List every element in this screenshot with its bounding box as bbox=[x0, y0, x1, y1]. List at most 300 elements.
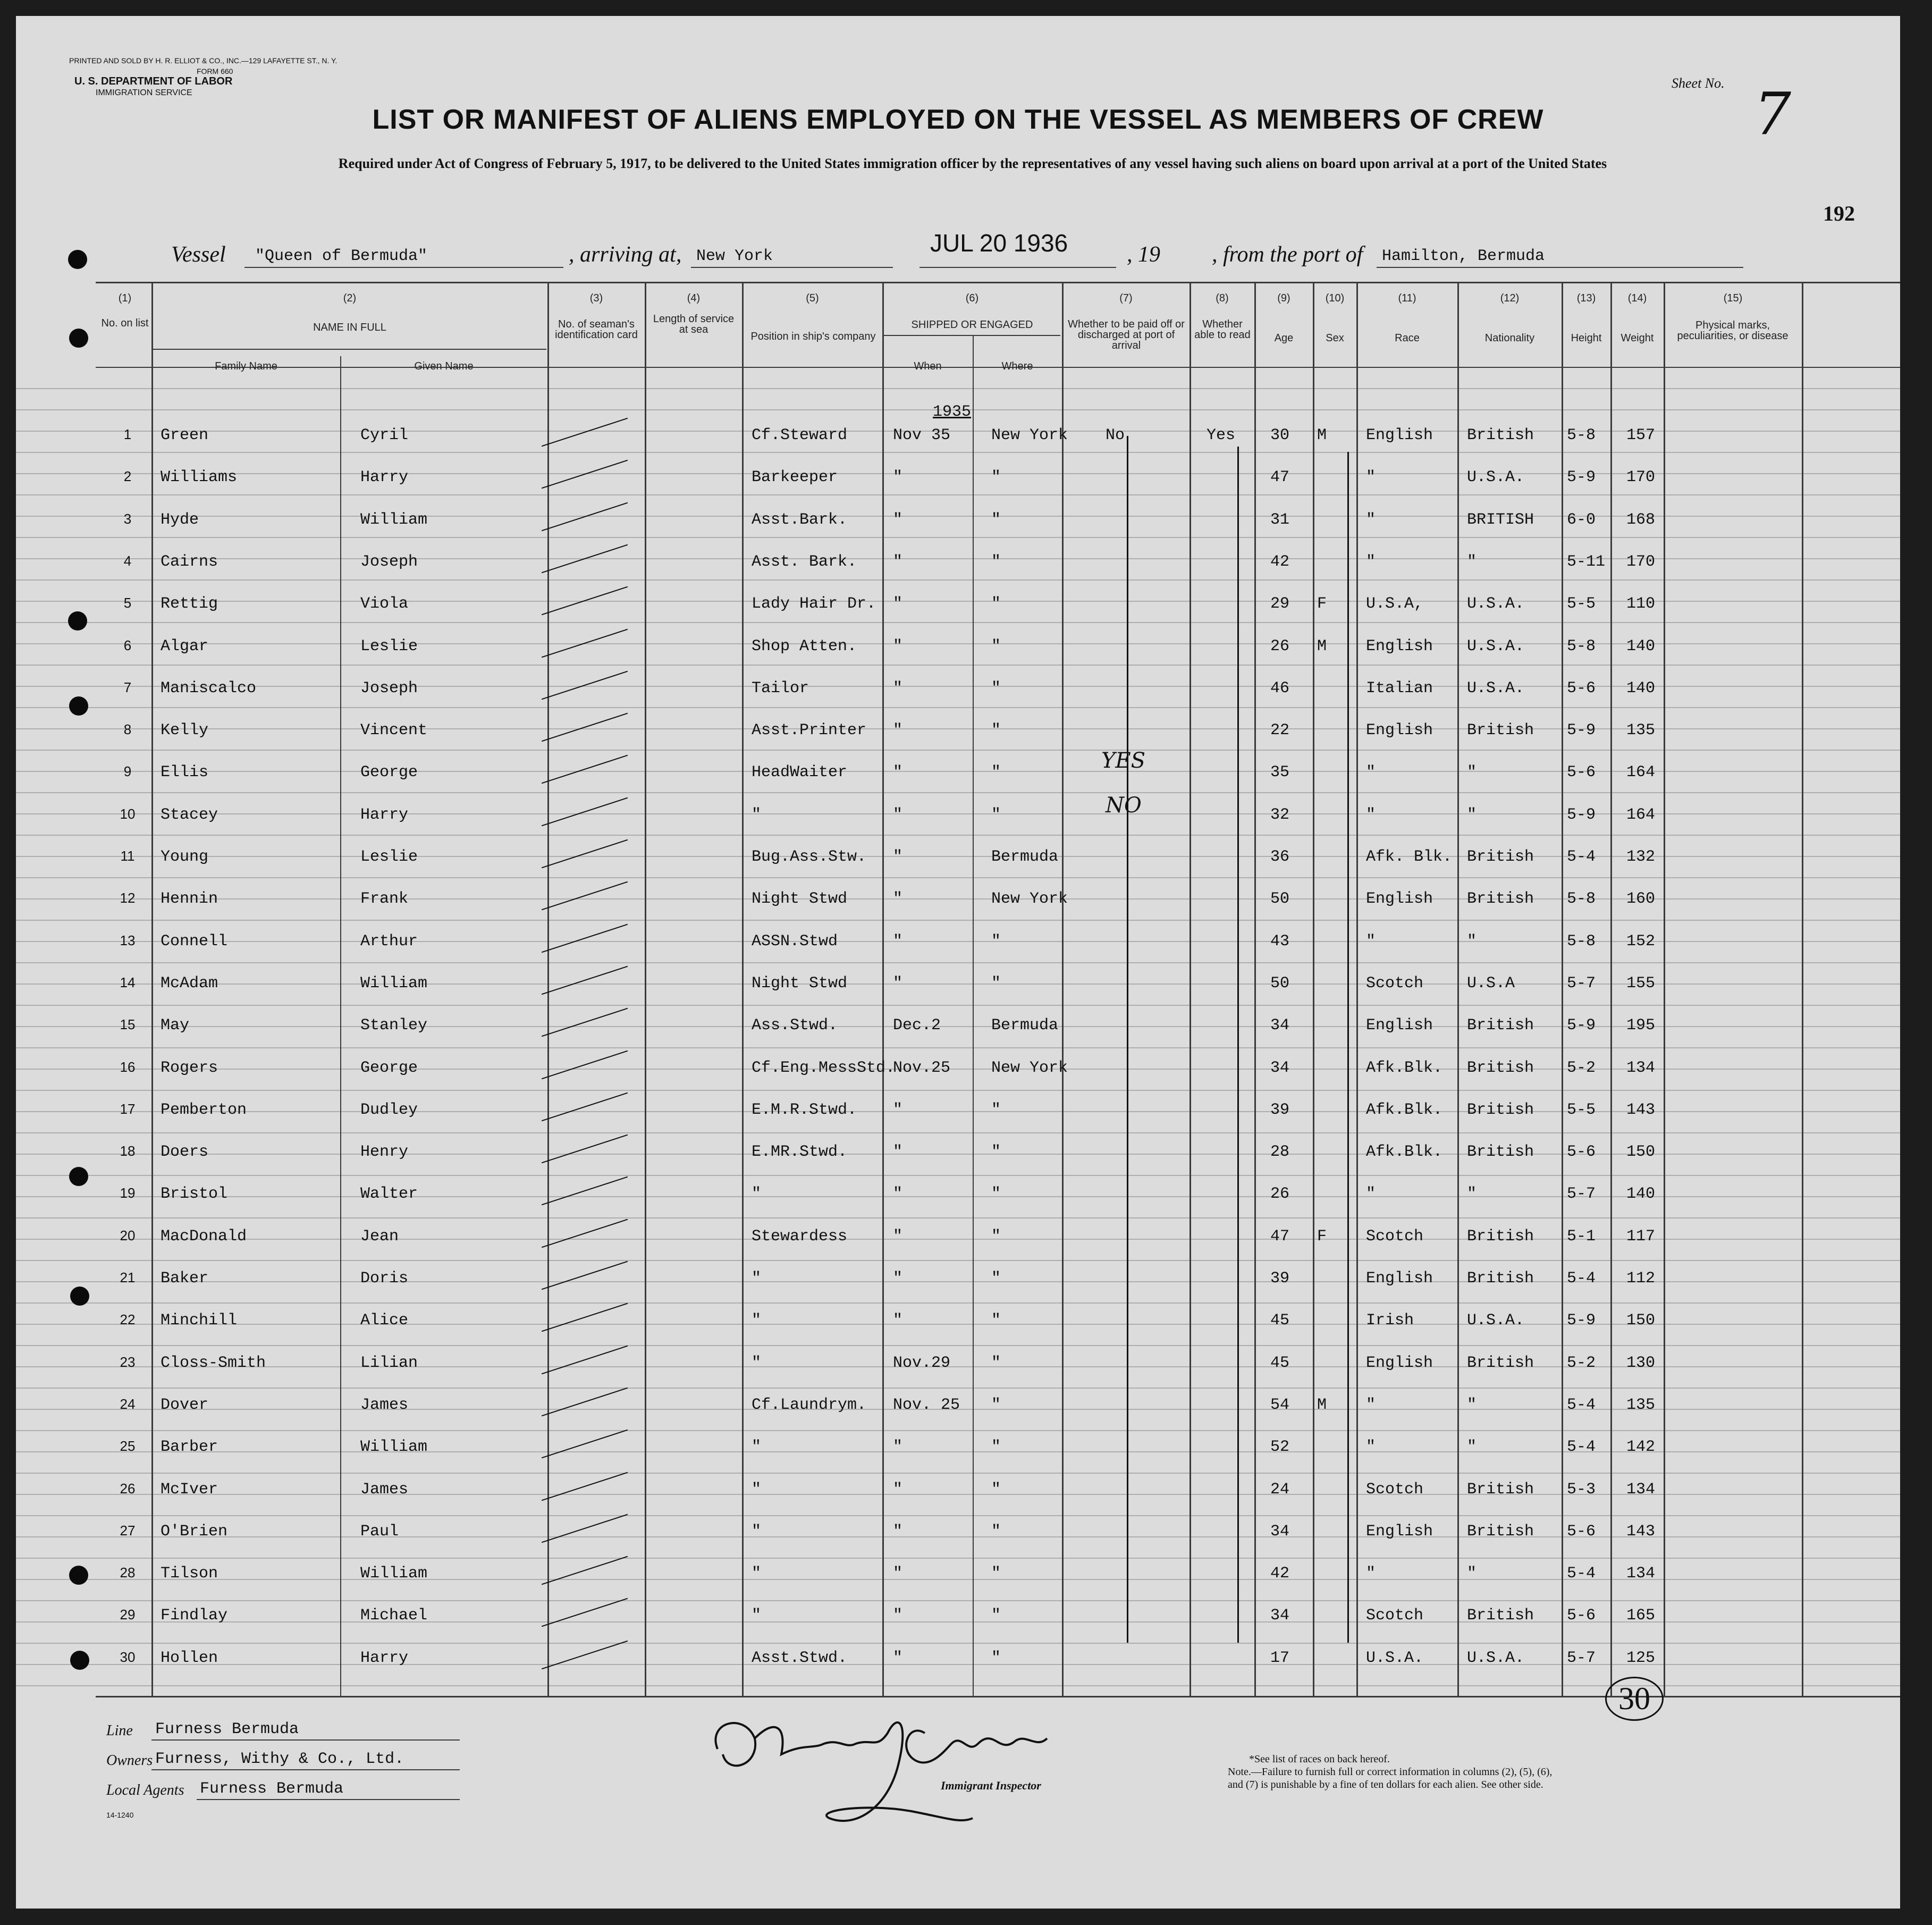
ruled-line bbox=[16, 941, 1900, 942]
cell-height: 6-0 bbox=[1567, 511, 1596, 529]
cell-family-name: Hennin bbox=[161, 890, 218, 908]
cell-weight: 170 bbox=[1626, 553, 1656, 571]
cell-race: " bbox=[1366, 1185, 1376, 1203]
cell-nationality: " bbox=[1467, 1396, 1477, 1414]
cell-height: 5-9 bbox=[1567, 1312, 1596, 1330]
year-annotation: 1935 bbox=[933, 403, 972, 421]
cell-shipped-when: Nov. 25 bbox=[893, 1396, 960, 1414]
cell-row-number: 11 bbox=[120, 848, 135, 864]
cell-height: 5-9 bbox=[1567, 1016, 1596, 1035]
ruled-line bbox=[16, 622, 1900, 623]
cell-family-name: Baker bbox=[161, 1270, 209, 1288]
cell-row-number: 9 bbox=[123, 763, 132, 779]
cell-height: 5-9 bbox=[1567, 806, 1596, 824]
cell-given-name: Vincent bbox=[360, 721, 428, 739]
cell-position: Asst.Bark. bbox=[752, 511, 848, 529]
cell-height: 5-9 bbox=[1567, 721, 1596, 739]
cell-given-name: Joseph bbox=[360, 553, 418, 571]
requirement-text: Required under Act of Congress of February 5, 1917, to be delivered to the United States immigration officer by the representatives of any vessel having such aliens on board upon arrival at a port of the United States bbox=[338, 156, 1607, 171]
col-given-name: Given Name bbox=[414, 360, 474, 372]
ruled-line bbox=[16, 1664, 1900, 1665]
cell-shipped-where: " bbox=[991, 1312, 1001, 1330]
col-shipped-where: Where bbox=[1001, 360, 1033, 372]
cell-race: " bbox=[1366, 932, 1376, 951]
service-label: IMMIGRATION SERVICE bbox=[96, 88, 192, 97]
cell-position: Cf.Eng.MessStd. bbox=[752, 1059, 896, 1077]
id-card-check-mark bbox=[542, 1556, 628, 1585]
cell-family-name: Rogers bbox=[161, 1059, 218, 1077]
cell-given-name: William bbox=[360, 511, 428, 529]
cell-position: HeadWaiter bbox=[752, 763, 848, 781]
punch-hole bbox=[68, 611, 87, 631]
cell-race: U.S.A. bbox=[1366, 1649, 1424, 1667]
id-card-check-mark bbox=[542, 1598, 628, 1627]
cell-height: 5-2 bbox=[1567, 1354, 1596, 1372]
cell-given-name: George bbox=[360, 1059, 418, 1077]
cell-shipped-where: " bbox=[991, 511, 1001, 529]
cell-family-name: Minchill bbox=[161, 1312, 238, 1330]
ruled-line bbox=[16, 1005, 1900, 1006]
cell-row-number: 15 bbox=[120, 1016, 136, 1032]
arrival-date-stamp: JUL 20 1936 bbox=[930, 229, 1068, 257]
cell-race: English bbox=[1366, 1354, 1433, 1372]
cell-age: 54 bbox=[1270, 1396, 1290, 1414]
penalty-note-2: and (7) is punishable by a fine of ten dollars for each alien. See other side. bbox=[1228, 1779, 1543, 1790]
ruled-line bbox=[16, 1217, 1900, 1218]
ruled-line bbox=[16, 1239, 1900, 1240]
col-weight-label: Weight bbox=[1621, 332, 1654, 344]
col-race-label: Race bbox=[1395, 332, 1420, 344]
cell-row-number: 14 bbox=[120, 974, 136, 990]
cell-family-name: Connell bbox=[161, 932, 228, 951]
cell-family-name: MacDonald bbox=[161, 1228, 247, 1246]
ruled-line bbox=[16, 1579, 1900, 1580]
cell-given-name: William bbox=[360, 974, 428, 993]
cell-row-number: 29 bbox=[120, 1607, 136, 1623]
cell-age: 39 bbox=[1270, 1270, 1290, 1288]
cell-height: 5-7 bbox=[1567, 974, 1596, 993]
ruled-line bbox=[16, 1132, 1900, 1133]
cell-height: 5-5 bbox=[1567, 595, 1596, 613]
cell-nationality: British bbox=[1467, 1354, 1534, 1372]
cell-shipped-where: " bbox=[991, 1607, 1001, 1625]
ruled-line bbox=[16, 494, 1900, 495]
id-card-check-mark bbox=[542, 1134, 628, 1163]
cell-shipped-where: " bbox=[991, 1481, 1001, 1499]
ruled-line bbox=[16, 1558, 1900, 1559]
form-number: FORM 660 bbox=[197, 67, 233, 75]
col-shipped-when: When bbox=[914, 360, 942, 372]
cell-shipped-where: " bbox=[991, 637, 1001, 655]
cell-race: Afk.Blk. bbox=[1366, 1101, 1443, 1119]
cell-able-to-read: Yes bbox=[1207, 426, 1236, 444]
cell-given-name: Paul bbox=[360, 1523, 399, 1541]
cell-given-name: William bbox=[360, 1565, 428, 1583]
cell-shipped-when: " bbox=[893, 1143, 903, 1161]
cell-shipped-when: " bbox=[893, 553, 903, 571]
col-shipped-label: SHIPPED OR ENGAGED bbox=[911, 319, 1033, 331]
cell-weight: 157 bbox=[1626, 426, 1656, 444]
cell-family-name: McAdam bbox=[161, 974, 218, 993]
cell-height: 5-2 bbox=[1567, 1059, 1596, 1077]
col-family-name: Family Name bbox=[215, 360, 277, 372]
ruled-line bbox=[16, 1069, 1900, 1070]
manifest-sheet bbox=[16, 16, 1900, 1909]
cell-height: 5-8 bbox=[1567, 932, 1596, 951]
col-age-num: (9) bbox=[1277, 292, 1290, 304]
cell-row-number: 18 bbox=[120, 1143, 136, 1159]
cell-age: 22 bbox=[1270, 721, 1290, 739]
cell-weight: 170 bbox=[1626, 468, 1656, 486]
cell-age: 32 bbox=[1270, 806, 1290, 824]
ruled-line bbox=[16, 962, 1900, 963]
owners-label: Owners bbox=[106, 1752, 153, 1769]
cell-age: 34 bbox=[1270, 1059, 1290, 1077]
cell-nationality: British bbox=[1467, 1607, 1534, 1625]
cell-weight: 125 bbox=[1626, 1649, 1656, 1667]
cell-race: English bbox=[1366, 637, 1433, 655]
id-card-check-mark bbox=[542, 839, 628, 868]
punch-hole bbox=[69, 329, 88, 348]
cell-age: 26 bbox=[1270, 637, 1290, 655]
cell-race: " bbox=[1366, 1396, 1376, 1414]
cell-nationality: British bbox=[1467, 1523, 1534, 1541]
race-note: *See list of races on back hereof. bbox=[1249, 1753, 1390, 1765]
cell-given-name: Lilian bbox=[360, 1354, 418, 1372]
cell-position: " bbox=[752, 806, 762, 824]
cell-position: Asst.Printer bbox=[752, 721, 867, 739]
cell-age: 52 bbox=[1270, 1438, 1290, 1456]
cell-weight: 164 bbox=[1626, 806, 1656, 824]
sheet-no-label: Sheet No. bbox=[1672, 75, 1725, 91]
cell-shipped-when: " bbox=[893, 1101, 903, 1119]
cell-weight: 130 bbox=[1626, 1354, 1656, 1372]
ruled-line bbox=[16, 835, 1900, 836]
cell-shipped-when: " bbox=[893, 1523, 903, 1541]
cell-family-name: Young bbox=[161, 848, 209, 866]
ruled-line bbox=[16, 1451, 1900, 1452]
cell-shipped-when: " bbox=[893, 932, 903, 951]
cell-given-name: Dudley bbox=[360, 1101, 418, 1119]
cell-family-name: Doers bbox=[161, 1143, 209, 1161]
sheet-number: 7 bbox=[1754, 80, 1791, 148]
cell-given-name: Leslie bbox=[360, 637, 418, 655]
cell-position: " bbox=[752, 1607, 762, 1625]
id-card-check-mark bbox=[542, 1176, 628, 1205]
ruled-line bbox=[16, 1643, 1900, 1644]
cell-age: 50 bbox=[1270, 890, 1290, 908]
ruled-line bbox=[16, 643, 1900, 644]
col-id-num: (3) bbox=[589, 292, 603, 304]
cell-nationality: U.S.A. bbox=[1467, 1649, 1525, 1667]
cell-age: 24 bbox=[1270, 1481, 1290, 1499]
id-card-check-mark bbox=[542, 1430, 628, 1458]
cell-position: Tailor bbox=[752, 679, 809, 697]
ruled-line bbox=[16, 1047, 1900, 1048]
cell-weight: 134 bbox=[1626, 1565, 1656, 1583]
cell-nationality: BRITISH bbox=[1467, 511, 1534, 529]
ruled-line bbox=[16, 1026, 1900, 1027]
cell-nationality: British bbox=[1467, 426, 1534, 444]
cell-age: 36 bbox=[1270, 848, 1290, 866]
id-card-check-mark bbox=[542, 1472, 628, 1501]
ruled-line bbox=[16, 516, 1900, 517]
cell-family-name: Findlay bbox=[161, 1607, 228, 1625]
col-marks-label: Physical marks, peculiarities, or disease bbox=[1677, 320, 1788, 342]
cell-age: 46 bbox=[1270, 679, 1290, 697]
punch-hole bbox=[70, 1651, 89, 1670]
cell-height: 5-5 bbox=[1567, 1101, 1596, 1119]
cell-position: Night Stwd bbox=[752, 890, 848, 908]
cell-shipped-where: " bbox=[991, 595, 1001, 613]
cell-race: Scotch bbox=[1366, 974, 1424, 993]
cell-row-number: 22 bbox=[120, 1312, 136, 1327]
pencil-note-no: NO bbox=[1106, 793, 1142, 818]
year-label: , 19 bbox=[1127, 242, 1160, 267]
cell-race: Afk.Blk. bbox=[1366, 1059, 1443, 1077]
ruled-line bbox=[16, 686, 1900, 687]
cell-weight: 134 bbox=[1626, 1059, 1656, 1077]
cell-shipped-where: " bbox=[991, 806, 1001, 824]
cell-row-number: 2 bbox=[123, 468, 132, 484]
cell-race: English bbox=[1366, 890, 1433, 908]
cell-height: 5-7 bbox=[1567, 1649, 1596, 1667]
punch-hole bbox=[69, 1566, 88, 1585]
cell-family-name: Stacey bbox=[161, 806, 218, 824]
cell-shipped-where: " bbox=[991, 763, 1001, 781]
cell-weight: 112 bbox=[1626, 1270, 1656, 1288]
cell-row-number: 19 bbox=[120, 1185, 136, 1201]
cell-race: U.S.A, bbox=[1366, 595, 1424, 613]
cell-shipped-when: Nov.25 bbox=[893, 1059, 951, 1077]
cell-row-number: 4 bbox=[123, 553, 132, 569]
id-card-check-mark bbox=[542, 924, 628, 953]
cell-nationality: " bbox=[1467, 1565, 1477, 1583]
agents-value: Furness Bermuda bbox=[200, 1780, 344, 1798]
cell-height: 5-7 bbox=[1567, 1185, 1596, 1203]
cell-row-number: 3 bbox=[123, 511, 132, 527]
cell-height: 5-11 bbox=[1567, 553, 1606, 571]
cell-shipped-where: " bbox=[991, 721, 1001, 739]
arrival-port: New York bbox=[696, 247, 773, 265]
cell-weight: 160 bbox=[1626, 890, 1656, 908]
cell-age: 28 bbox=[1270, 1143, 1290, 1161]
cell-shipped-when: Nov.29 bbox=[893, 1354, 951, 1372]
col-nationality-label: Nationality bbox=[1484, 332, 1535, 344]
cell-row-number: 27 bbox=[120, 1523, 136, 1539]
ruled-line bbox=[16, 792, 1900, 793]
cell-row-number: 20 bbox=[120, 1228, 136, 1243]
cell-weight: 143 bbox=[1626, 1523, 1656, 1541]
ruled-line bbox=[16, 665, 1900, 666]
cell-position: " bbox=[752, 1185, 762, 1203]
cell-weight: 140 bbox=[1626, 1185, 1656, 1203]
cell-given-name: Walter bbox=[360, 1185, 418, 1203]
ruled-line bbox=[16, 579, 1900, 581]
cell-family-name: Pemberton bbox=[161, 1101, 247, 1119]
cell-race: " bbox=[1366, 1438, 1376, 1456]
cell-weight: 132 bbox=[1626, 848, 1656, 866]
cell-position: " bbox=[752, 1565, 762, 1583]
cell-race: Scotch bbox=[1366, 1607, 1424, 1625]
cell-position: Night Stwd bbox=[752, 974, 848, 993]
ruled-line bbox=[16, 1260, 1900, 1261]
cell-position: Asst. Bark. bbox=[752, 553, 857, 571]
cell-height: 5-1 bbox=[1567, 1228, 1596, 1246]
cell-position: " bbox=[752, 1481, 762, 1499]
cell-shipped-where: " bbox=[991, 1101, 1001, 1119]
cell-given-name: Cyril bbox=[360, 426, 409, 444]
cell-shipped-where: " bbox=[991, 1565, 1001, 1583]
col-paid-num: (7) bbox=[1119, 292, 1133, 304]
cell-family-name: Bristol bbox=[161, 1185, 228, 1203]
cell-race: Irish bbox=[1366, 1312, 1414, 1330]
cell-age: 34 bbox=[1270, 1016, 1290, 1035]
punch-hole bbox=[68, 250, 87, 269]
cell-row-number: 1 bbox=[123, 426, 132, 442]
owners-value: Furness, Withy & Co., Ltd. bbox=[155, 1750, 404, 1768]
cell-race: Italian bbox=[1366, 679, 1433, 697]
cell-family-name: Hollen bbox=[161, 1649, 218, 1667]
cell-nationality: U.S.A. bbox=[1467, 1312, 1525, 1330]
id-card-check-mark bbox=[542, 1641, 628, 1669]
page-title: LIST OR MANIFEST OF ALIENS EMPLOYED ON THE VESSEL AS MEMBERS OF CREW bbox=[372, 104, 1544, 135]
cell-height: 5-6 bbox=[1567, 679, 1596, 697]
cell-weight: 135 bbox=[1626, 721, 1656, 739]
ruled-line bbox=[16, 877, 1900, 878]
cell-given-name: Viola bbox=[360, 595, 409, 613]
circled-total: 30 bbox=[1605, 1677, 1664, 1721]
cell-height: 5-4 bbox=[1567, 1396, 1596, 1414]
cell-age: 29 bbox=[1270, 595, 1290, 613]
cell-shipped-when: Nov 35 bbox=[893, 426, 951, 444]
department-label: U. S. DEPARTMENT OF LABOR bbox=[74, 75, 233, 87]
ruled-line bbox=[16, 1281, 1900, 1282]
ruled-line bbox=[16, 898, 1900, 900]
col-sex-label: Sex bbox=[1326, 332, 1344, 344]
id-card-check-mark bbox=[542, 418, 628, 447]
cell-sex: M bbox=[1317, 426, 1327, 444]
cell-race: " bbox=[1366, 468, 1376, 486]
printer-imprint: PRINTED AND SOLD BY H. R. ELLIOT & CO., INC.—129 LAFAYETTE ST., N. Y. bbox=[69, 56, 338, 65]
cell-race: Scotch bbox=[1366, 1481, 1424, 1499]
cell-family-name: Tilson bbox=[161, 1565, 218, 1583]
cell-shipped-where: " bbox=[991, 1185, 1001, 1203]
cell-height: 5-6 bbox=[1567, 1607, 1596, 1625]
cell-row-number: 17 bbox=[120, 1101, 136, 1117]
cell-row-number: 6 bbox=[123, 637, 132, 653]
cell-age: 34 bbox=[1270, 1607, 1290, 1625]
cell-nationality: British bbox=[1467, 1143, 1534, 1161]
cell-family-name: Dover bbox=[161, 1396, 209, 1414]
cell-nationality: " bbox=[1467, 1438, 1477, 1456]
cell-weight: 152 bbox=[1626, 932, 1656, 951]
id-card-check-mark bbox=[542, 713, 628, 742]
cell-weight: 155 bbox=[1626, 974, 1656, 993]
cell-height: 5-4 bbox=[1567, 848, 1596, 866]
cell-height: 5-3 bbox=[1567, 1481, 1596, 1499]
cell-weight: 117 bbox=[1626, 1228, 1656, 1246]
col-height-label: Height bbox=[1571, 332, 1602, 344]
cell-height: 5-8 bbox=[1567, 426, 1596, 444]
cell-age: 47 bbox=[1270, 1228, 1290, 1246]
cell-weight: 140 bbox=[1626, 679, 1656, 697]
id-card-check-mark bbox=[542, 755, 628, 784]
cell-shipped-where: " bbox=[991, 1354, 1001, 1372]
cell-age: 39 bbox=[1270, 1101, 1290, 1119]
cell-given-name: James bbox=[360, 1481, 409, 1499]
cell-nationality: British bbox=[1467, 1016, 1534, 1035]
cell-age: 26 bbox=[1270, 1185, 1290, 1203]
cell-given-name: Stanley bbox=[360, 1016, 428, 1035]
cell-nationality: U.S.A bbox=[1467, 974, 1515, 993]
cell-position: Ass.Stwd. bbox=[752, 1016, 838, 1035]
cell-race: English bbox=[1366, 721, 1433, 739]
cell-height: 5-4 bbox=[1567, 1270, 1596, 1288]
id-card-check-mark bbox=[542, 1303, 628, 1332]
arriving-label: , arriving at, bbox=[569, 242, 682, 267]
cell-row-number: 24 bbox=[120, 1396, 136, 1412]
punch-hole bbox=[70, 1287, 89, 1306]
cell-family-name: Cairns bbox=[161, 553, 218, 571]
cell-sex: M bbox=[1317, 1396, 1327, 1414]
cell-family-name: Green bbox=[161, 426, 209, 444]
cell-height: 5-6 bbox=[1567, 1523, 1596, 1541]
ruled-line bbox=[16, 1621, 1900, 1623]
cell-age: 45 bbox=[1270, 1354, 1290, 1372]
ruled-line bbox=[16, 1366, 1900, 1367]
cell-age: 31 bbox=[1270, 511, 1290, 529]
col-no-num: (1) bbox=[118, 292, 132, 304]
cell-family-name: Maniscalco bbox=[161, 679, 257, 697]
line-value: Furness Bermuda bbox=[155, 1720, 299, 1738]
cell-given-name: Harry bbox=[360, 1649, 409, 1667]
ruled-line bbox=[16, 750, 1900, 751]
cell-nationality: British bbox=[1467, 1228, 1534, 1246]
col-id-label: No. of seaman's identification card bbox=[555, 318, 638, 341]
punch-hole bbox=[69, 696, 88, 716]
cell-weight: 195 bbox=[1626, 1016, 1656, 1035]
cell-shipped-when: " bbox=[893, 1607, 903, 1625]
cell-family-name: Ellis bbox=[161, 763, 209, 781]
cell-race: " bbox=[1366, 511, 1376, 529]
cell-shipped-when: " bbox=[893, 1185, 903, 1203]
cell-family-name: Kelly bbox=[161, 721, 209, 739]
cell-shipped-where: " bbox=[991, 1228, 1001, 1246]
cell-family-name: Algar bbox=[161, 637, 209, 655]
ruled-line bbox=[16, 920, 1900, 921]
cell-position: " bbox=[752, 1354, 762, 1372]
penalty-note-1: Note.—Failure to furnish full or correct information in columns (2), (5), (6), bbox=[1228, 1766, 1553, 1778]
cell-shipped-where: New York bbox=[991, 890, 1068, 908]
cell-position: E.M.R.Stwd. bbox=[752, 1101, 857, 1119]
cell-shipped-when: " bbox=[893, 1481, 903, 1499]
col-no-label: No. on list bbox=[101, 317, 149, 329]
id-card-check-mark bbox=[542, 1050, 628, 1079]
cell-nationality: " bbox=[1467, 553, 1477, 571]
vessel-name: "Queen of Bermuda" bbox=[255, 247, 428, 265]
ruled-line bbox=[16, 728, 1900, 729]
cell-race: " bbox=[1366, 763, 1376, 781]
cell-shipped-where: " bbox=[991, 1270, 1001, 1288]
cell-nationality: " bbox=[1467, 932, 1477, 951]
cell-race: English bbox=[1366, 1016, 1433, 1035]
cell-position: Cf.Steward bbox=[752, 426, 848, 444]
cell-shipped-when: " bbox=[893, 679, 903, 697]
cell-given-name: James bbox=[360, 1396, 409, 1414]
ruled-line bbox=[16, 1600, 1900, 1601]
cell-family-name: Closs-Smith bbox=[161, 1354, 266, 1372]
